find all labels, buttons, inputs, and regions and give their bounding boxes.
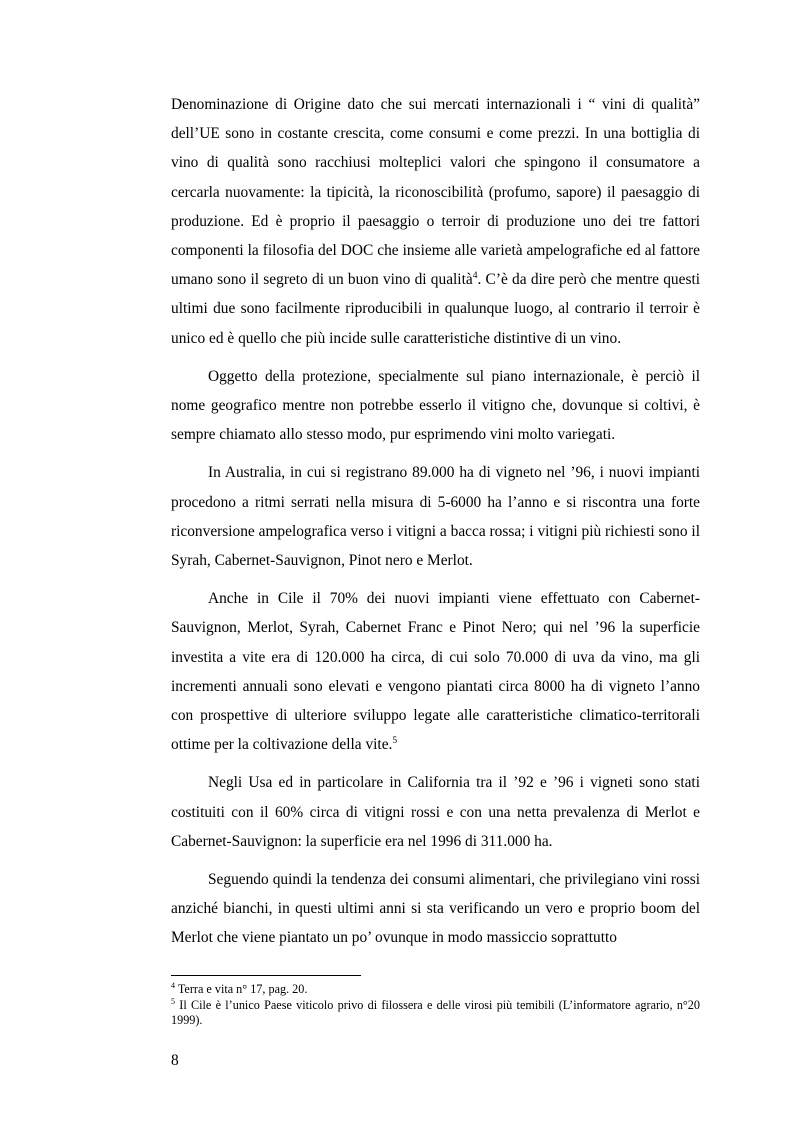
paragraph-doc-terroir bbox=[171, 90, 700, 353]
footnote-5 bbox=[171, 998, 700, 1029]
footnote-number: 5 bbox=[171, 996, 175, 1006]
paragraph-usa: Negli Usa ed in particolare in California tra il ’92 e ’96 i vigneti sono stati costituiti con il 60% circa di vitigni rossi e con una netta prevalenza di Merlot e Cabernet-Sauvignon: la superficie era nel 1996 di 311.000 ha. bbox=[171, 774, 700, 850]
body-text bbox=[171, 90, 700, 953]
paragraph-merlot-trend: Seguendo quindi la tendenza dei consumi alimentari, che privilegiano vini rossi anziché bianchi, in questi ultimi anni si sta verificando un vero e proprio boom del Merlot che viene piantato un po’ ovunque in modo massiccio soprattutto bbox=[171, 871, 700, 947]
paragraph-protection: Oggetto della protezione, specialmente sul piano internazionale, è perciò il nome geografico mentre non potrebbe esserlo il vitigno che, dovunque si coltivi, è sempre chiamato allo stesso modo, pur esprimendo vini molto variegati. bbox=[171, 367, 700, 444]
footnote-4 bbox=[171, 982, 700, 998]
footnote-ref-5[interactable]: 5 bbox=[392, 736, 398, 747]
footnote-text: Terra e vita n° 17, pag. 20. bbox=[175, 982, 308, 996]
paragraph-chile bbox=[171, 584, 700, 759]
footnote-number: 4 bbox=[171, 980, 175, 990]
page-number: 8 bbox=[171, 1052, 179, 1069]
paragraph-australia: In Australia, in cui si registrano 89.000 ha di vigneto nel ’96, i nuovi impianti procedono a ritmi serrati nella misura di 5-6000 ha l’anno e si riscontra una forte riconversione ampelografica verso i vitigni a bacca rossa; i vitigni più richiesti sono il Syrah, Cabernet-Sauvignon, Pinot nero e Merlot. bbox=[171, 464, 700, 570]
paragraph-text: Anche in Cile il 70% dei nuovi impianti viene effettuato con Cabernet-Sauvignon, Merlot, Syrah, Cabernet Franc e Pinot Nero; qui nel ’96 la superficie investita a vite era di 120.000 ha circa, di cui solo 70.000 di uva da vino, ma gli incrementi annuali sono elevati e vengono piantati circa 8000 ha di vigneto l’anno con prospettive di ulteriore sviluppo legate alle caratteristiche climatico-territorali ottime per la coltivazione della vite. bbox=[171, 590, 700, 754]
paragraph-text: . C’è da dire però che mentre questi ultimi due sono facilmente riproducibili in qualunque luogo, al contrario il terroir è unico ed è quello che più incide sulle caratteristiche distintive di un vino. bbox=[171, 271, 700, 347]
paragraph-text: Denominazione di Origine dato che sui mercati internazionali i “ vini di qualità” dell’UE sono in costante crescita, come consumi e come prezzi. In una bottiglia di vino di qualità sono racchiusi molteplici valori che spingono il consumatore a cercarla nuovamente: la tipicità, la riconoscibilità (profumo, sapore) il paesaggio di produzione. Ed è proprio il paesaggio o terroir di produzione uno dei tre fattori componenti la filosofia del DOC che insieme alle varietà ampelografiche ed al fattore umano sono il segreto di un buon vino di qualità bbox=[171, 96, 700, 289]
footnote-separator bbox=[171, 975, 361, 976]
footnote-text: Il Cile è l’unico Paese viticolo privo di filossera e delle virosi più temibili (L’informatore agrario, n°20 1999). bbox=[171, 997, 700, 1028]
footnotes bbox=[171, 982, 700, 1029]
footnote-ref-4[interactable]: 4 bbox=[472, 271, 478, 282]
